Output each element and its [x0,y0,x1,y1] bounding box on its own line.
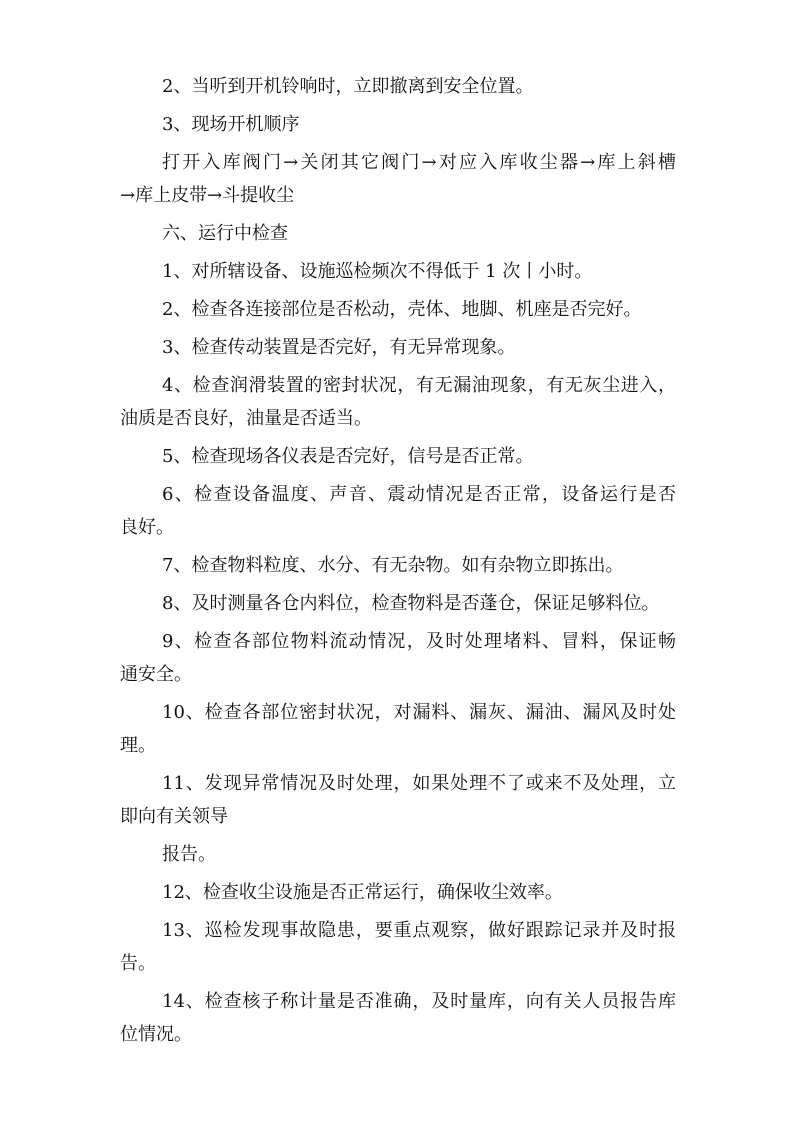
paragraph-continuation-line: 告。 [120,953,156,974]
paragraph-continuation-line: →库上皮带→斗提收尘 [120,185,295,206]
paragraph [120,331,676,364]
paragraph [120,217,676,250]
paragraph [120,70,676,103]
paragraph-first-line: 6、检查设备温度、声音、震动情况是否正常，设备运行是否 [162,484,676,505]
paragraph-first-line: 3、检查传动装置是否完好，有无异常现象。 [162,337,516,358]
paragraph-first-line: 2、当听到开机铃响时，立即撤离到安全位置。 [162,76,534,97]
paragraph-first-line: 10、检查各部位密封状况，对漏料、漏灰、漏油、漏风及时处 [162,702,676,723]
paragraph-first-line: 2、检查各连接部位是否松动，壳体、地脚、机座是否完好。 [162,299,642,320]
paragraph [120,696,676,762]
paragraph [120,767,676,833]
paragraph [120,549,676,582]
paragraph [120,108,676,141]
paragraph-first-line: 9、检查各部位物料流动情况，及时处理堵料、冒料，保证畅 [162,631,676,652]
paragraph-first-line: 3、现场开机顺序 [162,114,300,135]
paragraph [120,838,676,871]
paragraph-first-line: 8、及时测量各仓内料位，检查物料是否蓬仓，保证足够料位。 [162,593,660,614]
paragraph-first-line: 5、检查现场各仪表是否完好，信号是否正常。 [162,446,534,467]
paragraph [120,625,676,691]
paragraph-first-line: 7、检查物料粒度、水分、有无杂物。如有杂物立即拣出。 [162,555,624,576]
paragraph [120,985,676,1051]
paragraph [120,478,676,544]
paragraph-first-line: 打开入库阀门→关闭其它阀门→对应入库收尘器→库上斜槽 [162,152,676,173]
paragraph-continuation-line: 理。 [120,735,156,756]
paragraph [120,255,676,288]
paragraph [120,587,676,620]
paragraph [120,146,676,212]
paragraph-continuation-line: 即向有关领导 [120,806,228,827]
paragraph-first-line: 报告。 [162,844,216,865]
paragraph-first-line: 1、对所辖设备、设施巡检频次不得低于 1 次丨小时。 [162,261,593,282]
paragraph [120,440,676,473]
paragraph [120,876,676,909]
paragraph [120,914,676,980]
paragraph-first-line: 六、运行中检查 [162,223,288,244]
paragraph-first-line: 12、检查收尘设施是否正常运行，确保收尘效率。 [162,882,563,903]
paragraph-first-line: 11、发现异常情况及时处理，如果处理不了或来不及处理，立 [162,773,676,794]
paragraph-continuation-line: 良好。 [120,517,174,538]
document-page [120,70,676,1056]
paragraph-first-line: 4、检查润滑装置的密封状况，有无漏油现象，有无灰尘进入， [162,375,676,396]
paragraph [120,369,676,435]
paragraph-first-line: 14、检查核子称计量是否准确，及时量库，向有关人员报告库 [162,991,676,1012]
paragraph-continuation-line: 通安全。 [120,664,192,685]
paragraph-first-line: 13、巡检发现事故隐患，要重点观察，做好跟踪记录并及时报 [162,920,676,941]
paragraph-continuation-line: 油质是否良好，油量是否适当。 [120,408,372,429]
paragraph-continuation-line: 位情况。 [120,1024,192,1045]
paragraph [120,293,676,326]
